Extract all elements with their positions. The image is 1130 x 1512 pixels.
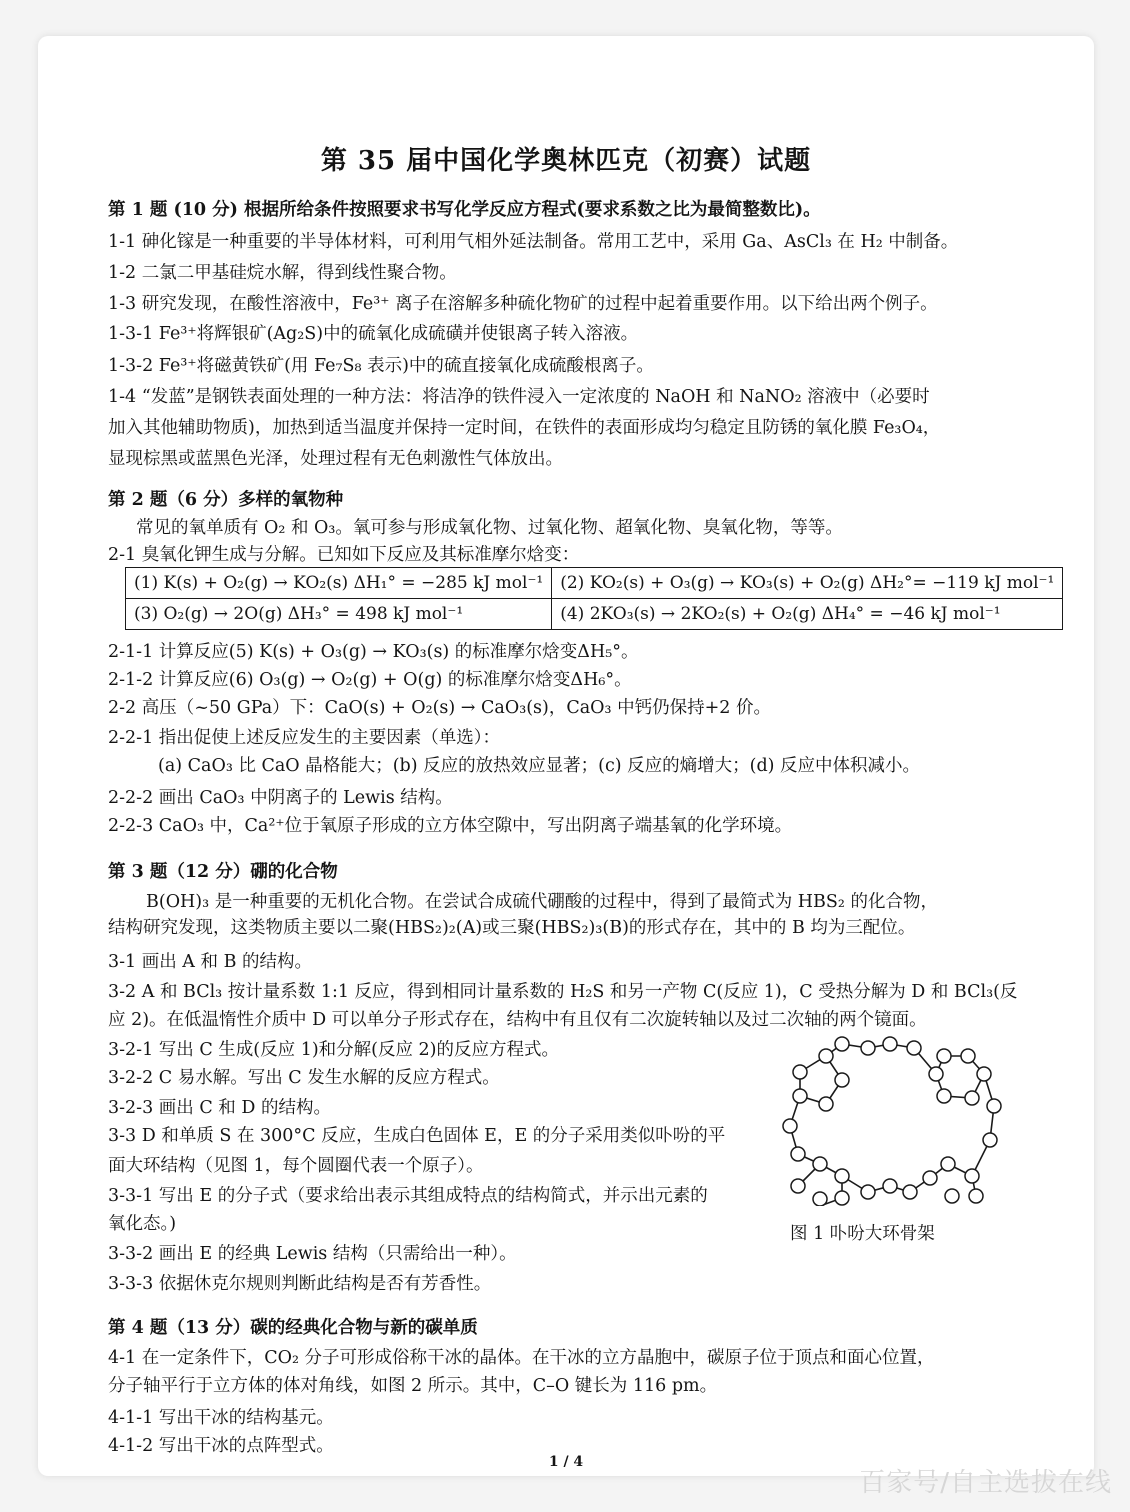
q3-line-3: 3-1 画出 A 和 B 的结构。 — [108, 952, 312, 972]
q1-line-6: 1-4 “发蓝”是钢铁表面处理的一种方法：将洁净的铁件浸入一定浓度的 NaOH 和 NaNO₂ 溶液中（必要时 — [108, 387, 930, 407]
q3-line-11: 3-3-1 写出 E 的分子式（要求给出表示其组成特点的结构简式，并示出元素的 — [108, 1186, 708, 1206]
q4-line-1: 4-1 在一定条件下，CO₂ 分子可形成俗称干冰的晶体。在干冰的立方晶胞中，碳原子位于顶点和面心位置， — [108, 1348, 935, 1368]
q2-line-5: 2-2 高压（~50 GPa）下：CaO(s) + O₂(s) → CaO₃(s)，CaO₃ 中钙仍保持+2 价。 — [108, 698, 771, 718]
q2-line-8: 2-2-2 画出 CaO₃ 中阴离子的 Lewis 结构。 — [108, 788, 453, 808]
q4-line-4: 4-1-2 写出干冰的点阵型式。 — [108, 1436, 334, 1456]
q2-line-2: 2-1 臭氧化钾生成与分解。已知如下反应及其标准摩尔焓变： — [108, 545, 580, 565]
figure-caption: 图 1 卟吩大环骨架 — [790, 1224, 935, 1244]
q3-line-8: 3-2-3 画出 C 和 D 的结构。 — [108, 1098, 331, 1118]
q2-line-3: 2-1-1 计算反应(5) K(s) + O₃(g) → KO₃(s) 的标准摩尔焓变ΔH₅°。 — [108, 642, 639, 662]
enthalpy-table — [125, 567, 1063, 630]
q1-line-5: 1-3-2 Fe³⁺将磁黄铁矿(用 Fe₇S₈ 表示)中的硫直接氧化成硫酸根离子。 — [108, 356, 654, 376]
q1-line-4: 1-3-1 Fe³⁺将辉银矿(Ag₂S)中的硫氧化成硫磺并使银离子转入溶液。 — [108, 324, 639, 344]
q3-line-10: 面大环结构（见图 1，每个圆圈代表一个原子）。 — [108, 1156, 484, 1176]
q2-heading: 第 2 题（6 分）多样的氧物种 — [108, 490, 344, 510]
table-row — [126, 568, 1063, 599]
q3-line-13: 3-3-2 画出 E 的经典 Lewis 结构（只需给出一种）。 — [108, 1244, 517, 1264]
q2-line-1: 常见的氧单质有 O₂ 和 O₃。氧可参与形成氧化物、过氧化物、超氧化物、臭氧化物，等等。 — [136, 518, 843, 538]
q2-line-4: 2-1-2 计算反应(6) O₃(g) → O₂(g) + O(g) 的标准摩尔焓变ΔH₆°。 — [108, 670, 632, 690]
table-cell: (3) O₂(g) → 2O(g) ΔH₃° = 498 kJ mol⁻¹ — [126, 599, 552, 630]
q4-line-2: 分子轴平行于立方体的体对角线，如图 2 所示。其中，C–O 键长为 116 pm。 — [108, 1376, 718, 1396]
table-cell: (2) KO₂(s) + O₃(g) → KO₃(s) + O₂(g) ΔH₂°= −119 kJ mol⁻¹ — [552, 568, 1063, 599]
q3-line-7: 3-2-2 C 易水解。写出 C 发生水解的反应方程式。 — [108, 1068, 500, 1088]
table-cell: (1) K(s) + O₂(g) → KO₂(s) ΔH₁° = −285 kJ mol⁻¹ — [126, 568, 552, 599]
q4-heading: 第 4 题（13 分）碳的经典化合物与新的碳单质 — [108, 1318, 478, 1338]
q1-line-8: 显现棕黑或蓝黑色光泽，处理过程有无色刺激性气体放出。 — [108, 449, 563, 469]
q3-line-6: 3-2-1 写出 C 生成(反应 1)和分解(反应 2)的反应方程式。 — [108, 1040, 560, 1060]
q3-line-5: 应 2)。在低温惰性介质中 D 可以单分子形式存在，结构中有且仅有二次旋转轴以及过二次轴的两个镜面。 — [108, 1010, 927, 1030]
q4-line-3: 4-1-1 写出干冰的结构基元。 — [108, 1408, 334, 1428]
q2-line-6: 2-2-1 指出促使上述反应发生的主要因素（单选）： — [108, 728, 501, 748]
q3-line-1: B(OH)₃ 是一种重要的无机化合物。在尝试合成硫代硼酸的过程中，得到了最简式为 HBS₂ 的化合物， — [146, 892, 938, 912]
exam-sheet — [38, 36, 1094, 1476]
q1-line-1: 1-1 砷化镓是一种重要的半导体材料，可利用气相外延法制备。常用工艺中，采用 Ga、AsCl₃ 在 H₂ 中制备。 — [108, 232, 959, 252]
watermark: 百家号/自主选拔在线 — [859, 1468, 1112, 1498]
table-cell: (4) 2KO₃(s) → 2KO₂(s) + O₂(g) ΔH₄° = −46 kJ mol⁻¹ — [552, 599, 1063, 630]
q1-heading: 第 1 题 (10 分) 根据所给条件按照要求书写化学反应方程式(要求系数之比为最简整数比)。 — [108, 200, 821, 220]
page-number: 1 / 4 — [548, 1454, 584, 1470]
table-row — [126, 599, 1063, 630]
q3-line-2: 结构研究发现，这类物质主要以二聚(HBS₂)₂(A)或三聚(HBS₂)₃(B)的形式存在，其中的 B 均为三配位。 — [108, 918, 916, 938]
q3-line-14: 3-3-3 依据休克尔规则判断此结构是否有芳香性。 — [108, 1274, 492, 1294]
q1-line-2: 1-2 二氯二甲基硅烷水解，得到线性聚合物。 — [108, 263, 457, 283]
page-title: 第 35 届中国化学奥林匹克（初赛）试题 — [320, 146, 812, 176]
q3-heading: 第 3 题（12 分）硼的化合物 — [108, 862, 338, 882]
q3-line-12: 氧化态。) — [108, 1214, 177, 1234]
q3-line-9: 3-3 D 和单质 S 在 300°C 反应，生成白色固体 E，E 的分子采用类似卟吩的平 — [108, 1126, 726, 1146]
q3-line-4: 3-2 A 和 BCl₃ 按计量系数 1:1 反应，得到相同计量系数的 H₂S 和另一产物 C(反应 1)，C 受热分解为 D 和 BCl₃(反 — [108, 982, 1018, 1002]
porphine-macrocycle-figure — [780, 1036, 1010, 1206]
q1-line-3: 1-3 研究发现，在酸性溶液中，Fe³⁺ 离子在溶解多种硫化物矿的过程中起着重要作用。以下给出两个例子。 — [108, 294, 938, 314]
q2-line-7: (a) CaO₃ 比 CaO 晶格能大；(b) 反应的放热效应显著；(c) 反应的熵增大；(d) 反应中体积减小。 — [158, 756, 921, 776]
q1-line-7: 加入其他辅助物质)，加热到适当温度并保持一定时间，在铁件的表面形成均匀稳定且防锈的氧化膜 Fe₃O₄， — [108, 418, 941, 438]
q2-line-9: 2-2-3 CaO₃ 中，Ca²⁺位于氧原子形成的立方体空隙中，写出阴离子端基氧的化学环境。 — [108, 816, 793, 836]
